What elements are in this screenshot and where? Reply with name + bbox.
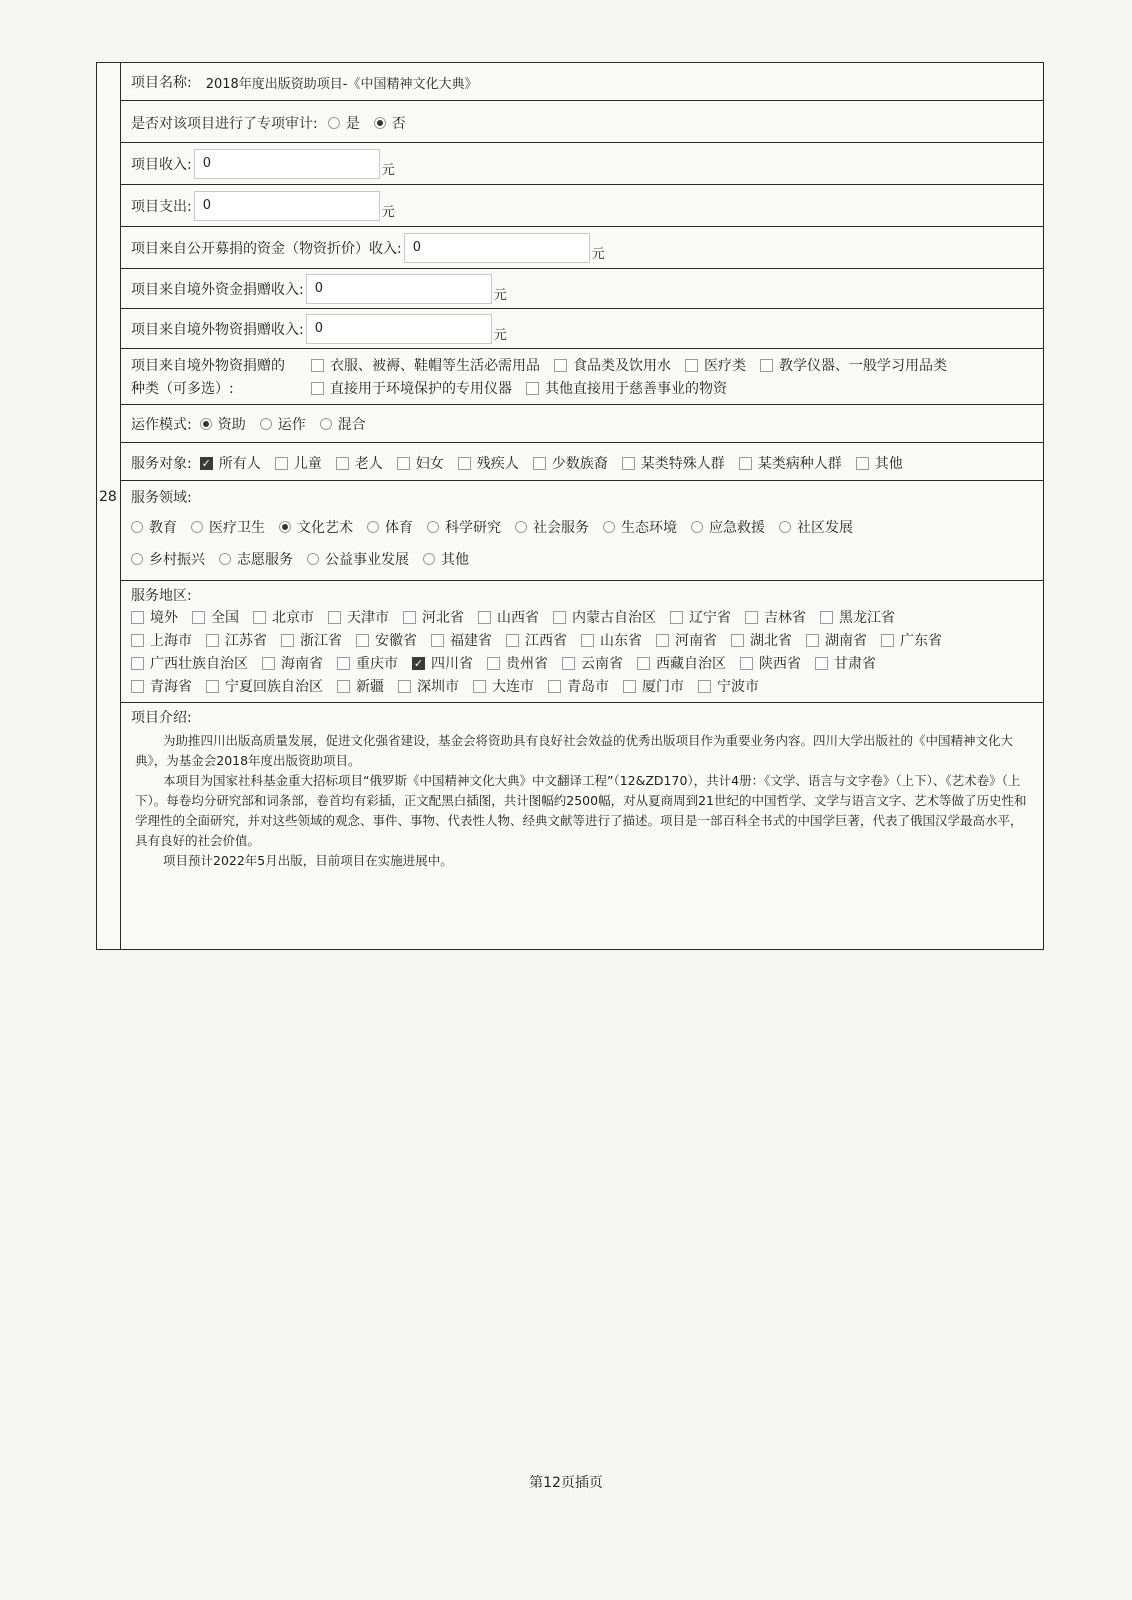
checkbox-icon: [554, 359, 567, 372]
checkbox-icon: [131, 611, 144, 624]
radio-icon: [307, 553, 319, 565]
checkbox-icon: [131, 634, 144, 647]
checkbox-icon: [431, 634, 444, 647]
service-field-label: 服务领域:: [131, 490, 192, 506]
region-jiangsu[interactable]: 江苏省: [206, 630, 267, 650]
page-footer: 第12页插页: [529, 1475, 603, 1491]
checkbox-icon: [740, 657, 753, 670]
checkbox-icon: [337, 680, 350, 693]
checkbox-icon: [581, 634, 594, 647]
checkbox-icon: [562, 657, 575, 670]
checkbox-icon: [881, 634, 894, 647]
checkbox-icon: [131, 657, 144, 670]
target-other[interactable]: 其他: [856, 453, 903, 473]
region-guangxi[interactable]: 广西壮族自治区: [131, 653, 248, 673]
public-funds-unit: 元: [591, 246, 605, 262]
goods-type-medical[interactable]: 医疗类: [685, 355, 746, 375]
region-dalian[interactable]: 大连市: [473, 676, 534, 696]
region-shanxi[interactable]: 山西省: [478, 607, 539, 627]
region-guizhou[interactable]: 贵州省: [487, 653, 548, 673]
goods-type-education[interactable]: 教学仪器、一般学习用品类: [760, 355, 947, 375]
checkbox-icon: [275, 457, 288, 470]
region-hebei[interactable]: 河北省: [403, 607, 464, 627]
project-name-label: 项目名称:: [131, 75, 192, 91]
checkbox-icon: [336, 457, 349, 470]
intro-paragraph-3: 项目预计2022年5月出版，目前项目在实施进展中。: [163, 853, 453, 868]
region-jilin[interactable]: 吉林省: [745, 607, 806, 627]
target-children[interactable]: 儿童: [275, 453, 322, 473]
region-shandong[interactable]: 山东省: [581, 630, 642, 650]
region-tianjin[interactable]: 天津市: [328, 607, 389, 627]
radio-icon: [320, 418, 332, 430]
introduction-text: [135, 731, 1029, 871]
checkbox-icon: [548, 680, 561, 693]
checkbox-icon: [206, 680, 219, 693]
region-xiamen[interactable]: 厦门市: [623, 676, 684, 696]
checkbox-icon: [526, 382, 539, 395]
radio-icon: [131, 553, 143, 565]
target-disease-groups[interactable]: 某类病种人群: [739, 453, 842, 473]
radio-selected-icon: [374, 117, 386, 129]
intro-paragraph-1: 为助推四川出版高质量发展，促进文化强省建设，基金会将资助具有良好社会效益的优秀出版项目作为重要业务内容。四川大学出版社的《中国精神文化大典》，为基金会2018年度出版资助项目。: [135, 733, 1014, 768]
region-anhui[interactable]: 安徽省: [356, 630, 417, 650]
income-label: 项目收入:: [131, 157, 192, 173]
field-healthcare[interactable]: 医疗卫生: [191, 517, 265, 537]
service-target-label: 服务对象:: [131, 456, 192, 472]
region-fujian[interactable]: 福建省: [431, 630, 492, 650]
operation-mode-mixed[interactable]: 混合: [320, 414, 366, 434]
field-culture-art[interactable]: 文化艺术: [279, 517, 353, 537]
region-overseas[interactable]: 境外: [131, 607, 178, 627]
row-index: 28: [99, 489, 117, 505]
checkbox-icon: [478, 611, 491, 624]
checkbox-icon: [311, 359, 324, 372]
checkbox-icon: [328, 611, 341, 624]
goods-type-clothing[interactable]: 衣服、被褥、鞋帽等生活必需用品: [311, 355, 540, 375]
checkbox-icon: [311, 382, 324, 395]
radio-icon: [423, 553, 435, 565]
checkbox-icon: [856, 457, 869, 470]
checkbox-icon: [192, 611, 205, 624]
foreign-goods-unit: 元: [493, 327, 507, 343]
foreign-goods-label: 项目来自境外物资捐赠收入:: [131, 322, 304, 338]
radio-icon: [367, 521, 379, 533]
radio-icon: [328, 117, 340, 129]
checkbox-icon: [253, 611, 266, 624]
service-field-row: [121, 481, 1043, 581]
public-funds-label: 项目来自公开募捐的资金（物资折价）收入:: [131, 241, 402, 257]
special-audit-row: [121, 101, 1043, 143]
income-field[interactable]: 0: [194, 149, 380, 179]
expense-row: [121, 185, 1043, 227]
operation-mode-operate[interactable]: 运作: [260, 414, 306, 434]
checkbox-icon: [473, 680, 486, 693]
field-social-service[interactable]: 社会服务: [515, 517, 589, 537]
income-unit: 元: [381, 162, 395, 178]
field-public-welfare[interactable]: 公益事业发展: [307, 549, 409, 569]
field-ecology[interactable]: 生态环境: [603, 517, 677, 537]
special-audit-no[interactable]: 否: [374, 113, 406, 133]
region-shaanxi[interactable]: 陕西省: [740, 653, 801, 673]
operation-mode-label: 运作模式:: [131, 417, 192, 433]
region-sichuan[interactable]: ✓ 四川省: [413, 656, 473, 672]
region-gansu[interactable]: 甘肃省: [815, 653, 876, 673]
goods-types-label-1: 项目来自境外物资捐赠的: [131, 358, 285, 374]
checkbox-icon: [281, 634, 294, 647]
checkbox-icon: [685, 359, 698, 372]
field-emergency-rescue[interactable]: 应急救援: [691, 517, 765, 537]
checkbox-icon: [622, 457, 635, 470]
project-name-value: 2018年度出版资助项目-《中国精神文化大典》: [205, 76, 478, 92]
field-volunteer[interactable]: 志愿服务: [219, 549, 293, 569]
region-chongqing[interactable]: 重庆市: [337, 653, 398, 673]
foreign-funds-unit: 元: [493, 287, 507, 303]
special-audit-yes[interactable]: 是: [328, 113, 360, 133]
public-funds-field[interactable]: 0: [404, 233, 590, 263]
checkbox-icon: [398, 680, 411, 693]
region-shenzhen[interactable]: 深圳市: [398, 676, 459, 696]
radio-icon: [603, 521, 615, 533]
expense-label: 项目支出:: [131, 199, 192, 215]
expense-field[interactable]: 0: [194, 191, 380, 221]
target-women[interactable]: 妇女: [397, 453, 444, 473]
radio-icon: [131, 521, 143, 533]
checkbox-icon: [656, 634, 669, 647]
region-hubei[interactable]: 湖北省: [731, 630, 792, 650]
checkbox-icon: [637, 657, 650, 670]
region-shanghai[interactable]: 上海市: [131, 630, 192, 650]
service-region-row: [121, 581, 1043, 703]
region-hunan[interactable]: 湖南省: [806, 630, 867, 650]
radio-icon: [515, 521, 527, 533]
region-beijing[interactable]: 北京市: [253, 607, 314, 627]
public-funds-row: [121, 227, 1043, 269]
checkbox-checked-icon: ✓: [413, 656, 424, 670]
radio-selected-icon: [279, 521, 291, 533]
radio-icon: [427, 521, 439, 533]
region-qinghai[interactable]: 青海省: [131, 676, 192, 696]
field-rural-revitalization[interactable]: 乡村振兴: [131, 549, 205, 569]
field-other[interactable]: 其他: [423, 549, 469, 569]
target-minorities[interactable]: 少数族裔: [533, 453, 608, 473]
introduction-row: [121, 703, 1043, 951]
field-education[interactable]: 教育: [131, 517, 177, 537]
foreign-goods-row: [121, 309, 1043, 349]
checkbox-icon: [397, 457, 410, 470]
region-heilongjiang[interactable]: 黑龙江省: [820, 607, 895, 627]
target-disabled[interactable]: 残疾人: [458, 453, 519, 473]
field-community[interactable]: 社区发展: [779, 517, 853, 537]
index-column: [97, 63, 121, 949]
checkbox-icon: [553, 611, 566, 624]
foreign-funds-field[interactable]: 0: [306, 274, 492, 304]
region-ningxia[interactable]: 宁夏回族自治区: [206, 676, 323, 696]
checkbox-icon: [820, 611, 833, 624]
goods-types-row: [121, 349, 1043, 405]
goods-type-food[interactable]: 食品类及饮用水: [554, 355, 671, 375]
region-zhejiang[interactable]: 浙江省: [281, 630, 342, 650]
checkbox-icon: [745, 611, 758, 624]
checkbox-icon: [760, 359, 773, 372]
intro-paragraph-2: 本项目为国家社科基金重大招标项目“俄罗斯《中国精神文化大典》中文翻译工程”（12&ZD170），共计4册：《文学、语言与文字卷》（上下）、《艺术卷》（上下）。每卷均分研究部和词条部，卷首均有彩插，正文配黑白插图，共计图幅约2500幅，对从夏商周到21世纪的中国哲学、文学与语言文字、艺术等做了历史性和学理性的全面研究，并对这些领域的观念、事件、事物、代表性人物、经典文献等进行了描述。项目是一部百科全书式的中国学巨著，代表了俄国汉学最高水平，具有良好的社会价值。: [135, 773, 1027, 848]
goods-type-other-charity[interactable]: 其他直接用于慈善事业的物资: [526, 378, 727, 398]
radio-icon: [191, 521, 203, 533]
checkbox-icon: [670, 611, 683, 624]
field-sports[interactable]: 体育: [367, 517, 413, 537]
operation-mode-fund[interactable]: 资助: [200, 414, 246, 434]
region-yunnan[interactable]: 云南省: [562, 653, 623, 673]
checkbox-icon: [506, 634, 519, 647]
checkbox-icon: [739, 457, 752, 470]
region-xinjiang[interactable]: 新疆: [337, 676, 384, 696]
foreign-funds-label: 项目来自境外资金捐赠收入:: [131, 282, 304, 298]
region-qingdao[interactable]: 青岛市: [548, 676, 609, 696]
radio-selected-icon: [200, 418, 212, 430]
region-hainan[interactable]: 海南省: [262, 653, 323, 673]
checkbox-icon: [623, 680, 636, 693]
checkbox-icon: [403, 611, 416, 624]
checkbox-icon: [533, 457, 546, 470]
service-region-label: 服务地区:: [131, 588, 192, 604]
foreign-funds-row: [121, 269, 1043, 309]
checkbox-icon: [337, 657, 350, 670]
foreign-goods-field[interactable]: 0: [306, 314, 492, 344]
checkbox-icon: [131, 680, 144, 693]
target-everyone[interactable]: ✓ 所有人: [201, 456, 261, 472]
region-jiangxi[interactable]: 江西省: [506, 630, 567, 650]
project-form: [96, 62, 1044, 950]
special-audit-label: 是否对该项目进行了专项审计:: [131, 116, 318, 132]
region-nationwide[interactable]: 全国: [192, 607, 239, 627]
checkbox-checked-icon: ✓: [201, 456, 211, 470]
goods-types-label-2: 种类（可多选）:: [131, 381, 234, 397]
region-henan[interactable]: 河南省: [656, 630, 717, 650]
checkbox-icon: [815, 657, 828, 670]
checkbox-icon: [487, 657, 500, 670]
checkbox-icon: [356, 634, 369, 647]
service-target-row: [121, 443, 1043, 481]
checkbox-icon: [206, 634, 219, 647]
target-special-groups[interactable]: 某类特殊人群: [622, 453, 725, 473]
radio-icon: [260, 418, 272, 430]
goods-type-environment[interactable]: 直接用于环境保护的专用仪器: [311, 378, 512, 398]
checkbox-icon: [731, 634, 744, 647]
project-name-row: [121, 63, 1043, 101]
region-liaoning[interactable]: 辽宁省: [670, 607, 731, 627]
checkbox-icon: [806, 634, 819, 647]
checkbox-icon: [458, 457, 471, 470]
introduction-label: 项目介绍:: [131, 710, 192, 726]
region-guangdong[interactable]: 广东省: [881, 630, 942, 650]
region-inner-mongolia[interactable]: 内蒙古自治区: [553, 607, 656, 627]
operation-mode-row: [121, 405, 1043, 443]
region-ningbo[interactable]: 宁波市: [698, 676, 759, 696]
field-research[interactable]: 科学研究: [427, 517, 501, 537]
region-tibet[interactable]: 西藏自治区: [637, 653, 726, 673]
income-row: [121, 143, 1043, 185]
expense-unit: 元: [381, 204, 395, 220]
radio-icon: [779, 521, 791, 533]
checkbox-icon: [262, 657, 275, 670]
checkbox-icon: [698, 680, 711, 693]
radio-icon: [219, 553, 231, 565]
radio-icon: [691, 521, 703, 533]
target-elderly[interactable]: 老人: [336, 453, 383, 473]
